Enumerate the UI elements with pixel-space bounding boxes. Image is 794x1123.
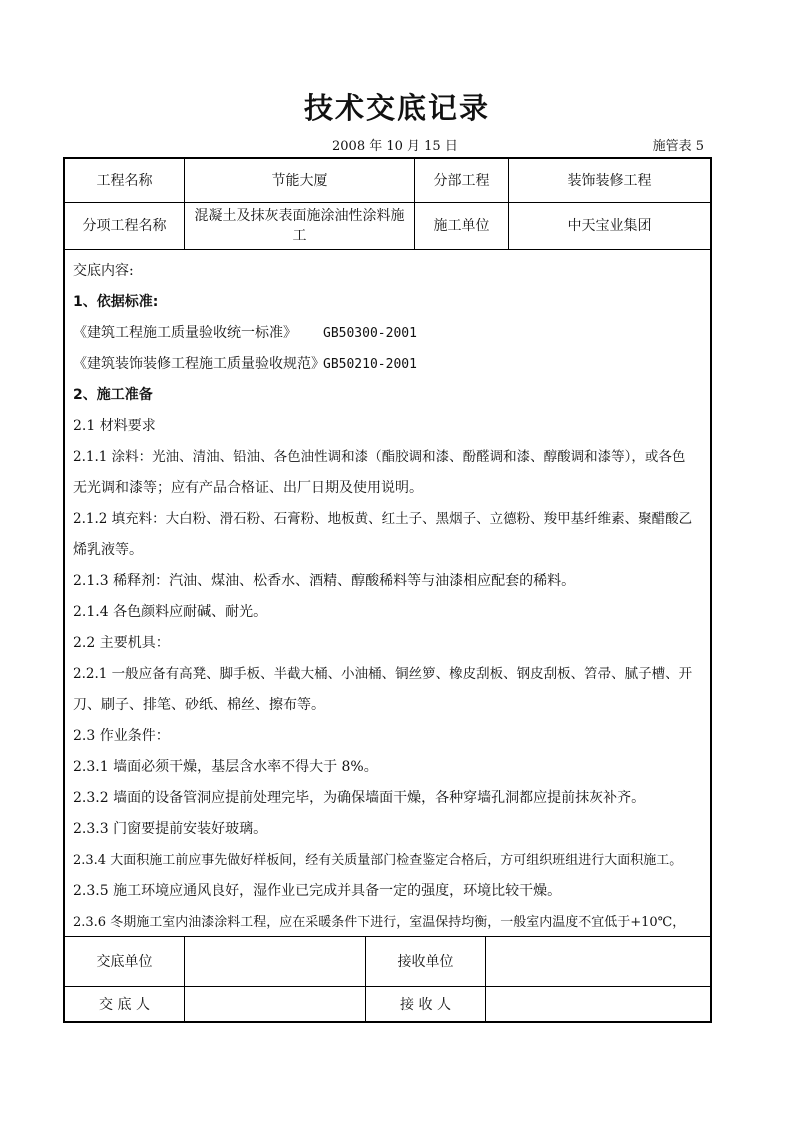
form-number: 施管表 5 (652, 139, 704, 154)
section-2-title: 2、施工准备 (73, 387, 153, 403)
issuing-unit-field (185, 937, 365, 986)
record-table (63, 157, 712, 1023)
standard-item (73, 349, 705, 380)
record-date: 2008 年 10 月 15 日 (332, 139, 458, 154)
standard-item (73, 318, 705, 349)
receiver-label: 接 收 人 (400, 997, 451, 1013)
para-2-1-2: 2.1.2 填充料：大白粉、滑石粉、石膏粉、地板黄、红土子、黑烟子、立德粉、羧甲基纤维素、聚醋酸乙 (73, 511, 693, 527)
subproject-value-line1: 混凝土及抹灰表面施涂油性涂料施 (194, 208, 405, 224)
division-value: 装饰装修工程 (567, 172, 652, 189)
para-2-3-3: 2.3.3 门窗要提前安装好玻璃。 (73, 821, 268, 837)
receiving-unit-field (486, 937, 710, 986)
para-2-1-2-cont: 烯乳液等。 (73, 542, 143, 558)
subproject-value (185, 203, 414, 249)
section-1-title: 1、依据标准: (73, 294, 159, 310)
contractor-label: 施工单位 (433, 218, 490, 234)
para-2-3: 2.3 作业条件： (73, 728, 170, 744)
project-name-label: 工程名称 (96, 172, 153, 189)
para-2-3-6: 2.3.6 冬期施工室内油漆涂料工程，应在采暖条件下进行，室温保持均衡，一般室内温度不宜低于+10℃， (73, 915, 686, 930)
standard-name: 《建筑装饰装修工程施工质量验收规范》 (73, 356, 325, 372)
briefing-content (73, 256, 705, 938)
standard-name: 《建筑工程施工质量验收统一标准》 (73, 325, 297, 341)
para-2-1-3: 2.1.3 稀释剂：汽油、煤油、松香水、酒精、醇酸稀料等与油漆相应配套的稀料。 (73, 573, 576, 589)
para-2-1-1: 2.1.1 涂料：光油、清油、铅油、各色油性调和漆（酯胶调和漆、酚醛调和漆、醇酸调和漆等），或各色 (73, 449, 686, 465)
issuer-label: 交 底 人 (99, 997, 150, 1013)
para-2-2: 2.2 主要机具： (73, 635, 170, 651)
subproject-value-line2: 工 (292, 228, 307, 244)
receiving-unit-label: 接收单位 (397, 953, 454, 970)
para-2-3-4: 2.3.4 大面积施工前应事先做好样板间，经有关质量部门检查鉴定合格后，方可组织班组进行大面积施工。 (73, 853, 683, 868)
para-2-1-1-cont: 无光调和漆等；应有产品合格证、出厂日期及使用说明。 (73, 480, 423, 496)
project-name-value: 节能大厦 (271, 172, 328, 189)
standard-code: GB50300-2001 (323, 326, 417, 341)
para-2-1: 2.1 材料要求 (73, 418, 156, 434)
para-2-3-5: 2.3.5 施工环境应通风良好，湿作业已完成并具备一定的强度，环境比较干燥。 (73, 883, 562, 899)
para-2-3-2: 2.3.2 墙面的设备管洞应提前处理完毕，为确保墙面干燥，各种穿墙孔洞都应提前抹灰补齐。 (73, 790, 646, 806)
para-2-3-1: 2.3.1 墙面必须干燥，基层含水率不得大于 8%。 (73, 759, 378, 775)
receiver-field (486, 987, 710, 1023)
issuer-field (185, 987, 365, 1023)
contractor-value: 中天宝业集团 (567, 218, 652, 234)
para-2-1-4: 2.1.4 各色颜料应耐碱、耐光。 (73, 604, 268, 620)
para-2-2-1: 2.2.1 一般应备有高凳、脚手板、半截大桶、小油桶、铜丝箩、橡皮刮板、钢皮刮板、笤帚、腻子槽、开 (73, 666, 693, 682)
subproject-label: 分项工程名称 (82, 218, 167, 234)
row-divider (65, 249, 710, 250)
para-2-2-1-cont: 刀、刷子、排笔、砂纸、棉丝、擦布等。 (73, 697, 325, 713)
division-label: 分部工程 (433, 172, 490, 189)
standard-code: GB50210-2001 (323, 357, 417, 372)
content-intro: 交底内容: (73, 263, 134, 279)
issuing-unit-label: 交底单位 (96, 953, 153, 970)
page-title: 技术交底记录 (303, 91, 490, 125)
